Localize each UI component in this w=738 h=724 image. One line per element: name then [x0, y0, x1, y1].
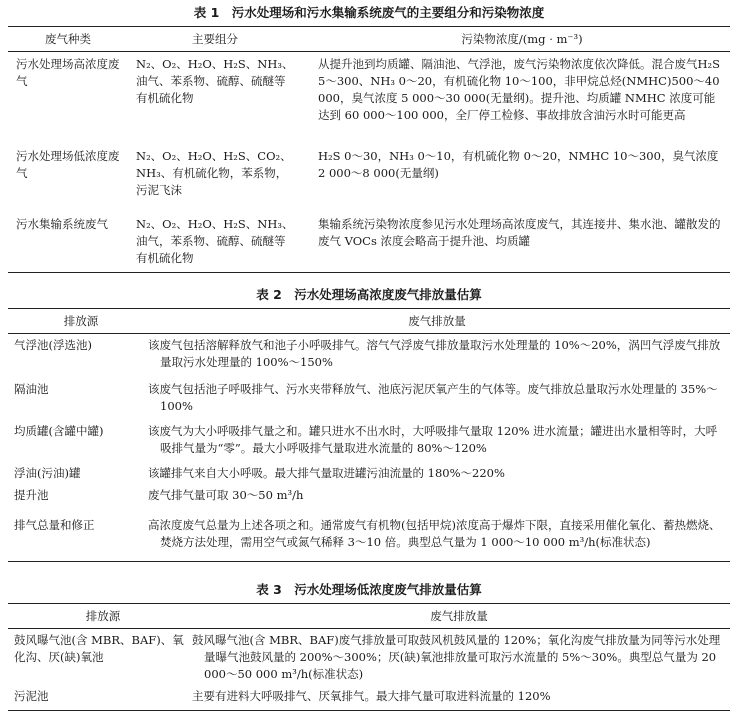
table-3-emission-cell: 主要有进料大呼吸排气、厌氧排气。最大排气量可取进料流量的 120% [192, 689, 551, 703]
table-1-header-concentration: 污染物浓度/(mg · m⁻³) [461, 32, 583, 46]
table-row [8, 421, 730, 465]
table-1-type-cell: 污水处理场低浓度废气 [16, 149, 120, 180]
table-1-type-cell: 污水集输系统废气 [16, 217, 108, 231]
table-2-header-emission: 废气排放量 [408, 314, 466, 328]
table-1-header-type: 废气种类 [45, 32, 91, 46]
table-row [8, 140, 730, 212]
table-2-emission-cell: 废气排气量可取 30～50 m³/h [148, 488, 304, 502]
table-2-emission-cell: 该废气包括池子呼吸排气、污水夹带释放气、池底污泥厌氧产生的气体等。废气排放总量取污水处理量的 35%～100% [148, 382, 718, 413]
table-3 [8, 580, 730, 711]
table-2-caption: 表 2 污水处理场高浓度废气排放量估算 [256, 287, 482, 302]
table-2-source-cell: 隔油池 [14, 382, 49, 396]
table-1-caption: 表 1 污水处理场和污水集输系统废气的主要组分和污染物浓度 [193, 5, 545, 20]
table-row [8, 377, 730, 421]
table-2 [8, 285, 730, 562]
table-2-emission-cell: 该罐排气来自大小呼吸。最大排气量取进罐污油流量的 180%～220% [148, 466, 505, 480]
table-3-header-source: 排放源 [85, 609, 121, 623]
table-1-concentration-cell: 从提升池到均质罐、隔油池、气浮池，废气污染物浓度依次降低。混合废气H₂S 5～300、NH₃ 0～20，有机硫化物 10～100，非甲烷总烃(NMHC)500～40 000，臭气浓度 5 000～30 000(无量纲)。提升池、均质罐 NMHC 浓度可能达到 60 000～100 000，全厂停工检修、事故排放含油污水时可能更高 [318, 57, 721, 122]
table-2-header-row [8, 309, 730, 333]
table-row [8, 515, 730, 561]
table-3-header-emission: 废气排放量 [430, 609, 488, 623]
table-1-header-components: 主要组分 [192, 32, 238, 46]
table-row [8, 688, 730, 710]
table-2-source-cell: 均质罐(含罐中罐) [14, 424, 104, 438]
table-3-header-row [8, 604, 730, 628]
table-2-emission-cell: 该废气为大小呼吸排气量之和。罐只进水不出水时，大呼吸排气量取 120% 进水流量；罐进出水量相等时，大呼吸排气量为“零”。最大小呼吸排气量取进水流量的 80%～120% [148, 424, 718, 455]
table-row [8, 337, 730, 377]
table-1-concentration-cell: H₂S 0～30，NH₃ 0～10，有机硫化物 0～20，NMHC 10～300，臭气浓度 2 000～8 000(无量纲) [318, 149, 719, 180]
table-row [8, 487, 730, 515]
table-1-components-cell: N₂、O₂、H₂O、H₂S、CO₂、NH₃、有机硫化物，苯系物，污泥飞沫 [136, 149, 292, 197]
table-2-emission-cell: 该废气包括溶解释放气和池子小呼吸排气。溶气气浮废气排放量取污水处理量的 10%～20%，涡凹气浮废气排放量取污水处理量的 100%～150% [148, 338, 721, 369]
table-2-source-cell: 浮油(污油)罐 [14, 466, 81, 480]
table-row [8, 212, 730, 272]
table-2-emission-cell: 高浓度废气总量为上述各项之和。通常废气有机物(包括甲烷)浓度高于爆炸下限，直接采用催化氧化、蓄热燃烧、焚烧方法处理，需用空气或氮气稀释 3～10 倍。典型总气量为 1 000～10 000 m³/h(标准状态) [148, 518, 721, 549]
table-1-components-cell: N₂、O₂、H₂O、H₂S、NH₃、油气、苯系物、硫醇、硫醚等有机硫化物 [136, 57, 294, 105]
table-2-source-cell: 排气总量和修正 [14, 518, 95, 532]
table-row [8, 56, 730, 140]
table-3-source-cell: 鼓风曝气池(含 MBR、BAF)、氧化沟、厌(缺)氧池 [14, 633, 184, 664]
table-1-header-row [8, 27, 730, 51]
table-2-source-cell: 气浮池(浮选池) [14, 338, 92, 352]
table-2-header-source: 排放源 [63, 314, 99, 328]
table-3-source-cell: 污泥池 [14, 689, 49, 703]
table-2-source-cell: 提升池 [14, 488, 49, 502]
table-row [8, 632, 730, 688]
table-1-components-cell: N₂、O₂、H₂O、H₂S、NH₃、油气，苯系物、硫醇、硫醚等有机硫化物 [136, 217, 294, 265]
table-row [8, 465, 730, 487]
table-1-type-cell: 污水处理场高浓度废气 [16, 57, 120, 88]
table-1 [8, 3, 730, 273]
table-1-concentration-cell: 集输系统污染物浓度参见污水处理场高浓度废气，其连接井、集水池、罐散发的废气 VOCs 浓度会略高于提升池、均质罐 [318, 217, 721, 248]
table-3-emission-cell: 鼓风曝气池(含 MBR、BAF)废气排放量可取鼓风机鼓风量的 120%；氧化沟废气排放量为同等污水处理量曝气池鼓风量的 200%～300%；厌(缺)氧池排放量可取污水流量的 5%～30%。典型总气量为 20 000～50 000 m³/h(标准状态) [192, 633, 721, 681]
table-3-caption: 表 3 污水处理场低浓度废气排放量估算 [256, 582, 482, 597]
